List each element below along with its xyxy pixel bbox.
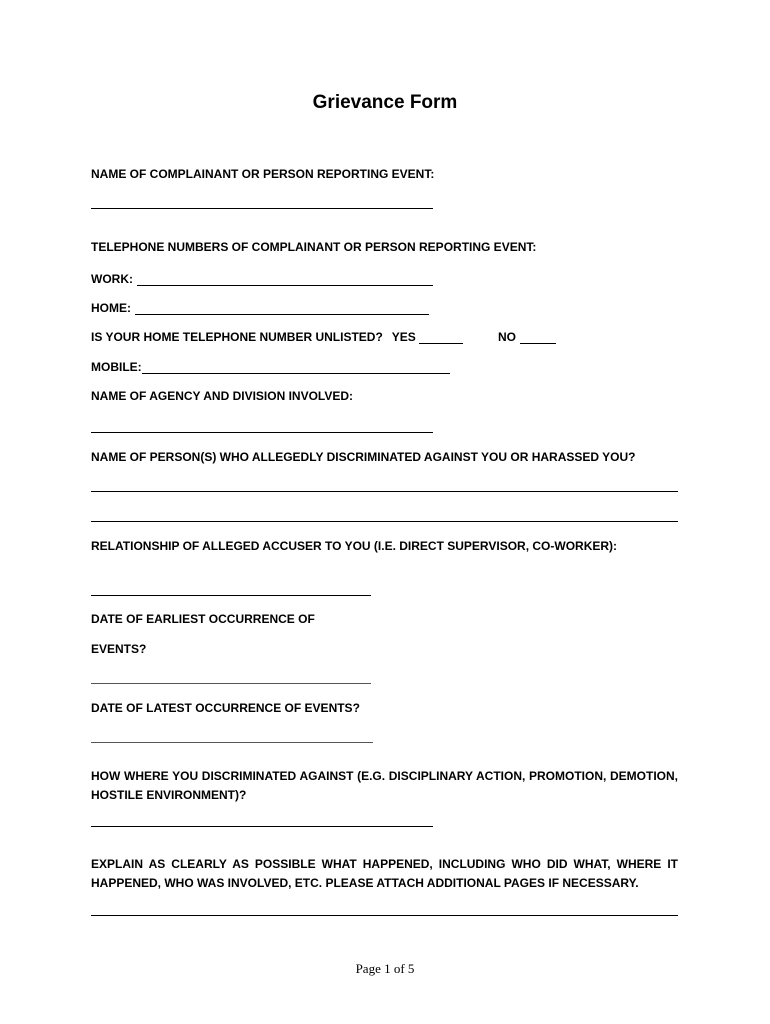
no-label: NO — [498, 330, 516, 344]
no-group — [498, 329, 556, 344]
how-discriminated-label: HOW WHERE YOU DISCRIMINATED AGAINST (E.G. DISCIPLINARY ACTION, PROMOTION, DEMOTION, HOSTILE ENVIRONMENT)? — [91, 769, 678, 802]
home-row — [91, 300, 429, 315]
telephone-numbers-label: TELEPHONE NUMBERS OF COMPLAINANT OR PERSON REPORTING EVENT: — [91, 240, 537, 254]
persons-involved-line-2[interactable] — [91, 521, 678, 522]
earliest-date-line[interactable] — [91, 683, 371, 684]
home-phone-line[interactable] — [135, 300, 429, 315]
unlisted-row — [91, 329, 463, 344]
relationship-line[interactable] — [91, 595, 371, 596]
complainant-name-label: NAME OF COMPLAINANT OR PERSON REPORTING EVENT: — [91, 167, 435, 181]
yes-label: YES — [391, 330, 416, 344]
mobile-row — [91, 359, 450, 374]
mobile-label: MOBILE: — [91, 360, 142, 374]
agency-division-label: NAME OF AGENCY AND DIVISION INVOLVED: — [91, 389, 354, 403]
earliest-date-label-line2: EVENTS? — [91, 642, 147, 656]
work-phone-line[interactable] — [137, 271, 433, 286]
unlisted-question-label: IS YOUR HOME TELEPHONE NUMBER UNLISTED? — [91, 330, 383, 344]
page-footer: Page 1 of 5 — [355, 961, 415, 976]
home-label: HOME: — [91, 301, 131, 315]
how-discriminated-line[interactable] — [91, 826, 433, 827]
mobile-phone-line[interactable] — [142, 359, 450, 374]
form-title: Grievance Form — [312, 92, 458, 113]
latest-date-label: DATE OF LATEST OCCURRENCE OF EVENTS? — [91, 701, 360, 715]
agency-division-line[interactable] — [91, 432, 433, 433]
complainant-name-line[interactable] — [91, 208, 433, 209]
earliest-date-label-line1: DATE OF EARLIEST OCCURRENCE OF — [91, 612, 315, 626]
explain-line[interactable] — [91, 915, 678, 916]
latest-date-line[interactable] — [91, 742, 373, 743]
persons-involved-line-1[interactable] — [91, 491, 678, 492]
relationship-label: RELATIONSHIP OF ALLEGED ACCUSER TO YOU (I.E. DIRECT SUPERVISOR, CO-WORKER): — [91, 539, 618, 553]
persons-involved-label: NAME OF PERSON(S) WHO ALLEGEDLY DISCRIMINATED AGAINST YOU OR HARASSED YOU? — [91, 450, 636, 464]
work-label: WORK: — [91, 272, 133, 286]
yes-line[interactable] — [419, 329, 463, 344]
explain-label: EXPLAIN AS CLEARLY AS POSSIBLE WHAT HAPPENED, INCLUDING WHO DID WHAT, WHERE IT HAPPENED, WHO WAS INVOLVED, ETC. PLEASE ATTACH ADDITIONAL PAGES IF NECESSARY. — [91, 857, 678, 890]
no-line[interactable] — [520, 329, 556, 344]
work-row — [91, 271, 433, 286]
